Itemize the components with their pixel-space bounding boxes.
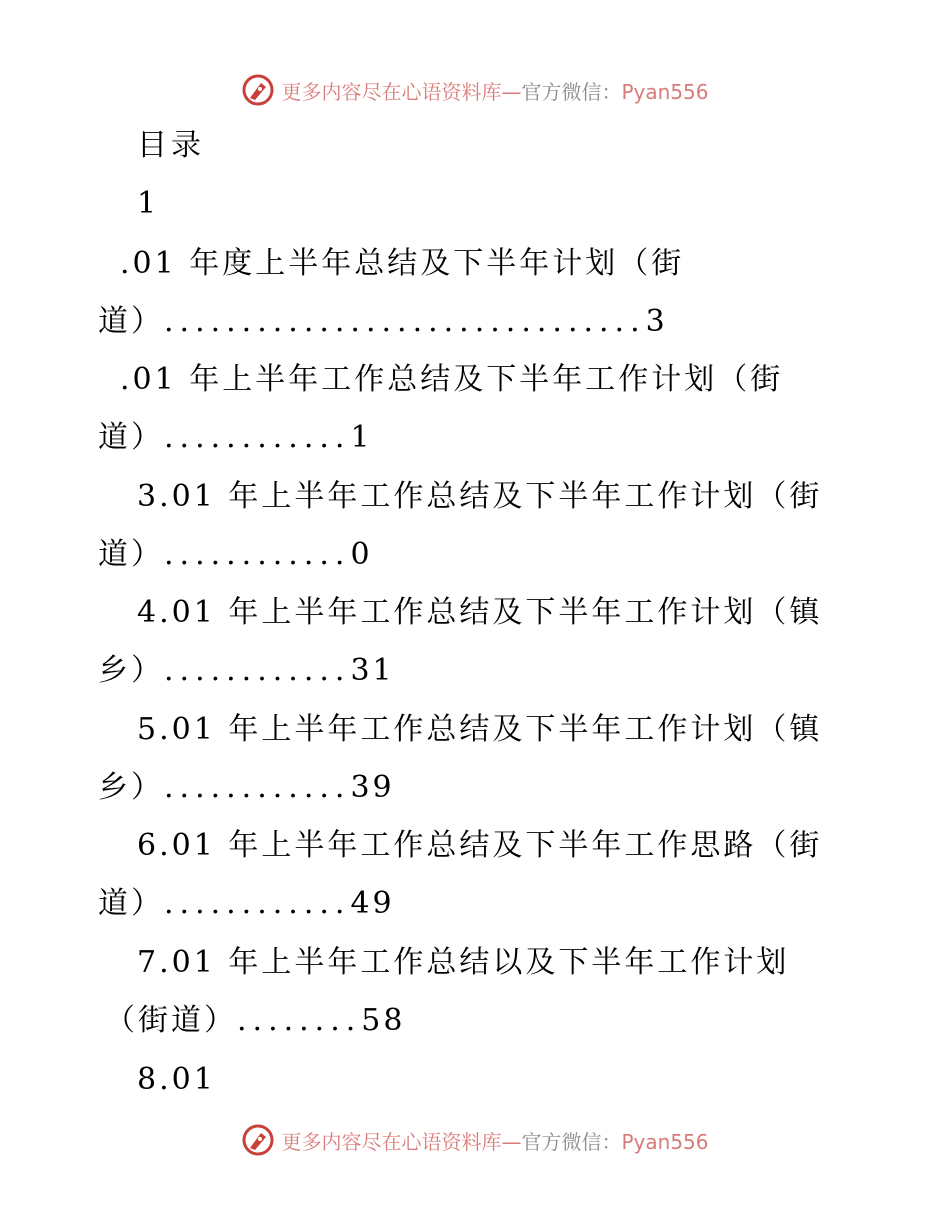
toc-entry-line1[interactable]: 4.01 年上半年工作总结及下半年工作计划（镇 (137, 595, 823, 630)
toc-entry-line1[interactable]: .01 年上半年工作总结及下半年工作计划（街 (120, 362, 784, 397)
watermark-wechat-id: Pyan556 (621, 1129, 709, 1154)
toc-entry-continuation: 乡） (98, 653, 164, 688)
toc-leader-dots: ............ (164, 653, 351, 688)
watermark-official-label: 官方微信： (521, 79, 622, 104)
toc-page-number: 58 (361, 1003, 406, 1038)
toc-entry-line1[interactable]: 7.01 年上半年工作总结以及下半年工作计划 (137, 945, 790, 980)
toc-entry-line1[interactable]: 3.01 年上半年工作总结及下半年工作计划（街 (137, 479, 823, 514)
watermark-dash: — (501, 79, 522, 104)
footer-watermark (0, 1120, 950, 1160)
toc-entry-line2[interactable] (98, 302, 668, 342)
toc-top-number: 1 (137, 186, 160, 221)
toc-last-entry: 8.01 (137, 1062, 216, 1097)
toc-entry-line1[interactable]: .01 年度上半年总结及下半年计划（街 (120, 246, 685, 281)
toc-entry-line2[interactable] (98, 418, 373, 458)
watermark-brand: 更多内容尽在心语资料库 (281, 79, 502, 104)
toc-entry-line2[interactable] (98, 651, 395, 691)
toc-title: 目录 (137, 128, 205, 163)
toc-entry-continuation: 乡） (98, 770, 164, 805)
toc-leader-dots: ............ (164, 886, 351, 921)
toc-leader-dots: ............ (164, 537, 351, 572)
toc-page-number: 39 (350, 770, 395, 805)
pen-nib-logo-icon (241, 1123, 275, 1157)
watermark-official-label: 官方微信： (521, 1129, 622, 1154)
watermark-dash: — (501, 1129, 522, 1154)
toc-entry-line2[interactable] (105, 1001, 405, 1041)
toc-entry-continuation: （街道） (105, 1003, 237, 1038)
toc-page-number: 31 (350, 653, 395, 688)
toc-entry-line2[interactable] (98, 884, 395, 924)
toc-entry-line1[interactable]: 5.01 年上半年工作总结及下半年工作计划（镇 (137, 712, 823, 747)
toc-entry-line2[interactable] (98, 535, 373, 575)
watermark-wechat-id: Pyan556 (621, 79, 709, 104)
toc-entry-continuation: 道） (98, 537, 164, 572)
toc-page-number: 1 (350, 420, 373, 455)
toc-leader-dots: ............ (164, 770, 351, 805)
toc-entry-line2[interactable] (98, 768, 395, 808)
toc-entry-continuation: 道） (98, 304, 164, 339)
toc-page-number: 3 (645, 304, 668, 339)
toc-leader-dots: ............ (164, 420, 351, 455)
toc-entry-line1[interactable]: 6.01 年上半年工作总结及下半年工作思路（街 (137, 828, 823, 863)
toc-leader-dots: ............................... (164, 304, 646, 339)
toc-entry-continuation: 道） (98, 420, 164, 455)
toc-page-number: 0 (350, 537, 373, 572)
watermark-brand: 更多内容尽在心语资料库 (281, 1129, 502, 1154)
toc-page-number: 49 (350, 886, 395, 921)
toc-entry-continuation: 道） (98, 886, 164, 921)
toc-leader-dots: ........ (237, 1003, 362, 1038)
